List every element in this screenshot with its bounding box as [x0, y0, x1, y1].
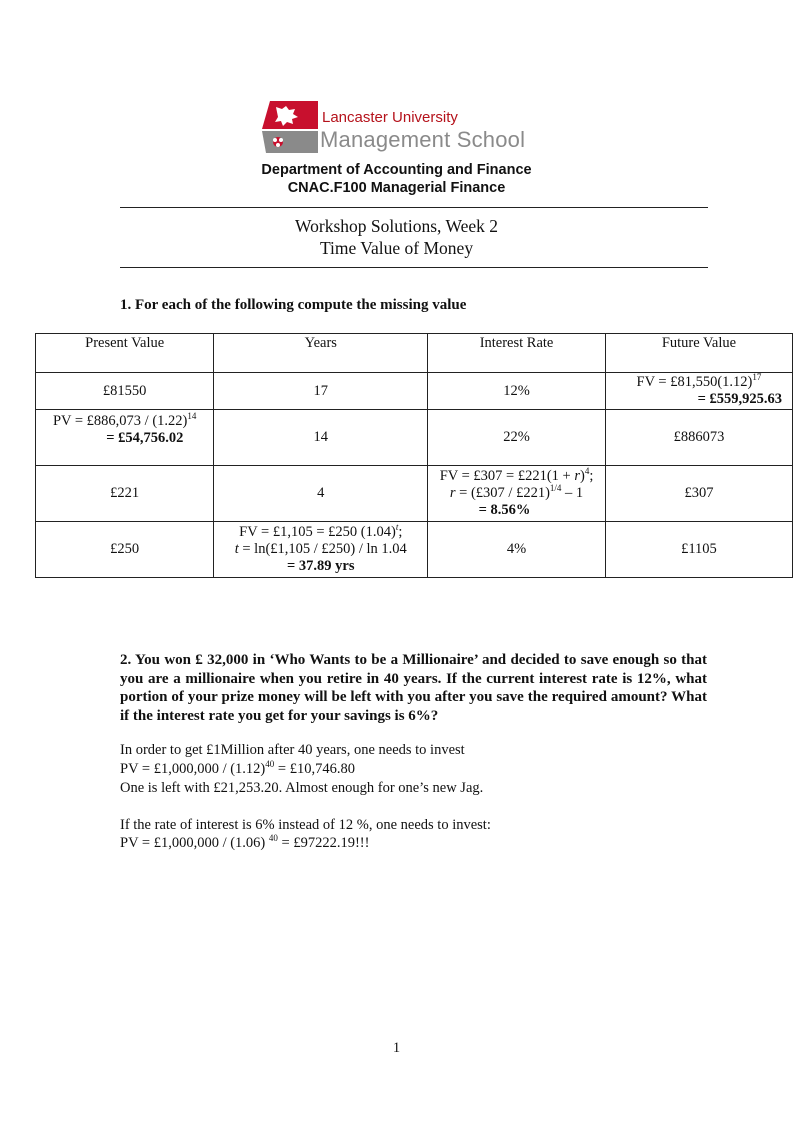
department-heading: Department of Accounting and Finance	[261, 162, 532, 178]
rate-variable: r	[449, 485, 456, 501]
fv-formula: FV = £81,550(1.12)	[636, 374, 753, 390]
pv-formula: PV = £886,073 / (1.22)	[52, 412, 188, 429]
university-logo	[262, 99, 537, 155]
fv-exponent: 17	[752, 372, 762, 383]
years-log-formula: = ln(£1,105 / £250) / ln 1.04	[238, 541, 407, 557]
table-row	[36, 410, 793, 466]
years-exponent: t	[395, 522, 399, 533]
years-answer: = 37.89 yrs	[287, 558, 355, 574]
cell-interest-rate: 12%	[428, 373, 606, 410]
answer-line: In order to get £1Million after 40 years, one needs to invest	[120, 742, 465, 758]
document-title: Workshop Solutions, Week 2	[295, 216, 498, 236]
rate-formula-close: )	[579, 468, 585, 484]
cell-interest-rate: 4%	[428, 522, 606, 578]
cell-present-value: £250	[36, 522, 214, 578]
cell-future-value: £307	[605, 466, 792, 522]
cell-present-value: £81550	[36, 373, 214, 410]
course-heading: CNAC.F100 Managerial Finance	[287, 180, 506, 196]
document-subtitle: Time Value of Money	[319, 238, 474, 258]
fv-answer: = £559,925.63	[697, 391, 782, 407]
rate-answer: = 8.56%	[478, 502, 531, 518]
formula-result: = £10,746.80	[274, 761, 355, 777]
cell-years: 17	[214, 373, 428, 410]
cell-present-value: £221	[36, 466, 214, 522]
cell-interest-rate: 22%	[428, 410, 606, 466]
formula-text: PV = £1,000,000 / (1.06)	[120, 835, 269, 851]
answer-line: If the rate of interest is 6% instead of 12 %, one needs to invest:	[120, 817, 491, 833]
answer-formula-6pct	[120, 835, 369, 852]
table-row	[36, 373, 793, 410]
rate-root-exponent: 1/4	[549, 483, 562, 494]
cell-future-value: £886073	[605, 410, 792, 466]
column-header-present-value: Present Value	[36, 334, 214, 373]
cell-years: 14	[214, 410, 428, 466]
years-formula: FV = £1,105 = £250 (1.04)	[239, 524, 396, 540]
page-number: 1	[392, 1040, 401, 1056]
formula-result: = £97222.19!!!	[277, 835, 370, 851]
tvm-table	[35, 333, 793, 578]
column-header-interest-rate: Interest Rate	[428, 334, 606, 373]
university-crest-icon	[262, 99, 318, 153]
table-header-row	[36, 334, 793, 373]
question-1-heading: 1. For each of the following compute the missing value	[120, 297, 467, 313]
formula-exponent: 40	[268, 833, 278, 844]
top-divider	[120, 207, 708, 208]
pv-answer: = £54,756.02	[106, 429, 184, 446]
pv-exponent: 14	[187, 410, 197, 421]
rate-exponent: 4	[584, 466, 590, 477]
years-formula-end: ;	[398, 524, 403, 540]
rate-root-minus: – 1	[561, 485, 584, 501]
answer-line: One is left with £21,253.20. Almost enough for one’s new Jag.	[120, 780, 484, 796]
rate-root-formula: = (£307 / £221)	[455, 485, 550, 501]
answer-formula-12pct	[120, 761, 355, 778]
rate-formula-part: FV = £307 = £221(1 +	[439, 468, 575, 484]
formula-exponent: 40	[265, 759, 275, 770]
table-row	[36, 522, 793, 578]
cell-present-value-solution	[36, 410, 214, 466]
formula-text: PV = £1,000,000 / (1.12)	[120, 761, 266, 777]
table-row	[36, 466, 793, 522]
logo-text-university: Lancaster University	[322, 109, 458, 126]
cell-years: 4	[214, 466, 428, 522]
logo-text-school: Management School	[320, 127, 526, 152]
rate-formula-end: ;	[589, 468, 594, 484]
cell-years-solution	[214, 522, 428, 578]
cell-interest-rate-solution	[428, 466, 606, 522]
rate-variable: r	[574, 468, 580, 484]
cell-future-value-solution	[605, 373, 792, 410]
years-variable: t	[234, 541, 239, 557]
column-header-future-value: Future Value	[605, 334, 792, 373]
question-2-text: 2. You won £ 32,000 in ‘Who Wants to be a Millionaire’ and decided to save enough so that you are a millionaire when you retire in 40 years. If the current interest rate is 12%, what portion of your prize money will be left with you after you save the required amount? What if the interest rate you get for your savings is 6%?	[120, 652, 707, 724]
column-header-years: Years	[214, 334, 428, 373]
bottom-divider	[120, 267, 708, 268]
cell-future-value: £1105	[605, 522, 792, 578]
